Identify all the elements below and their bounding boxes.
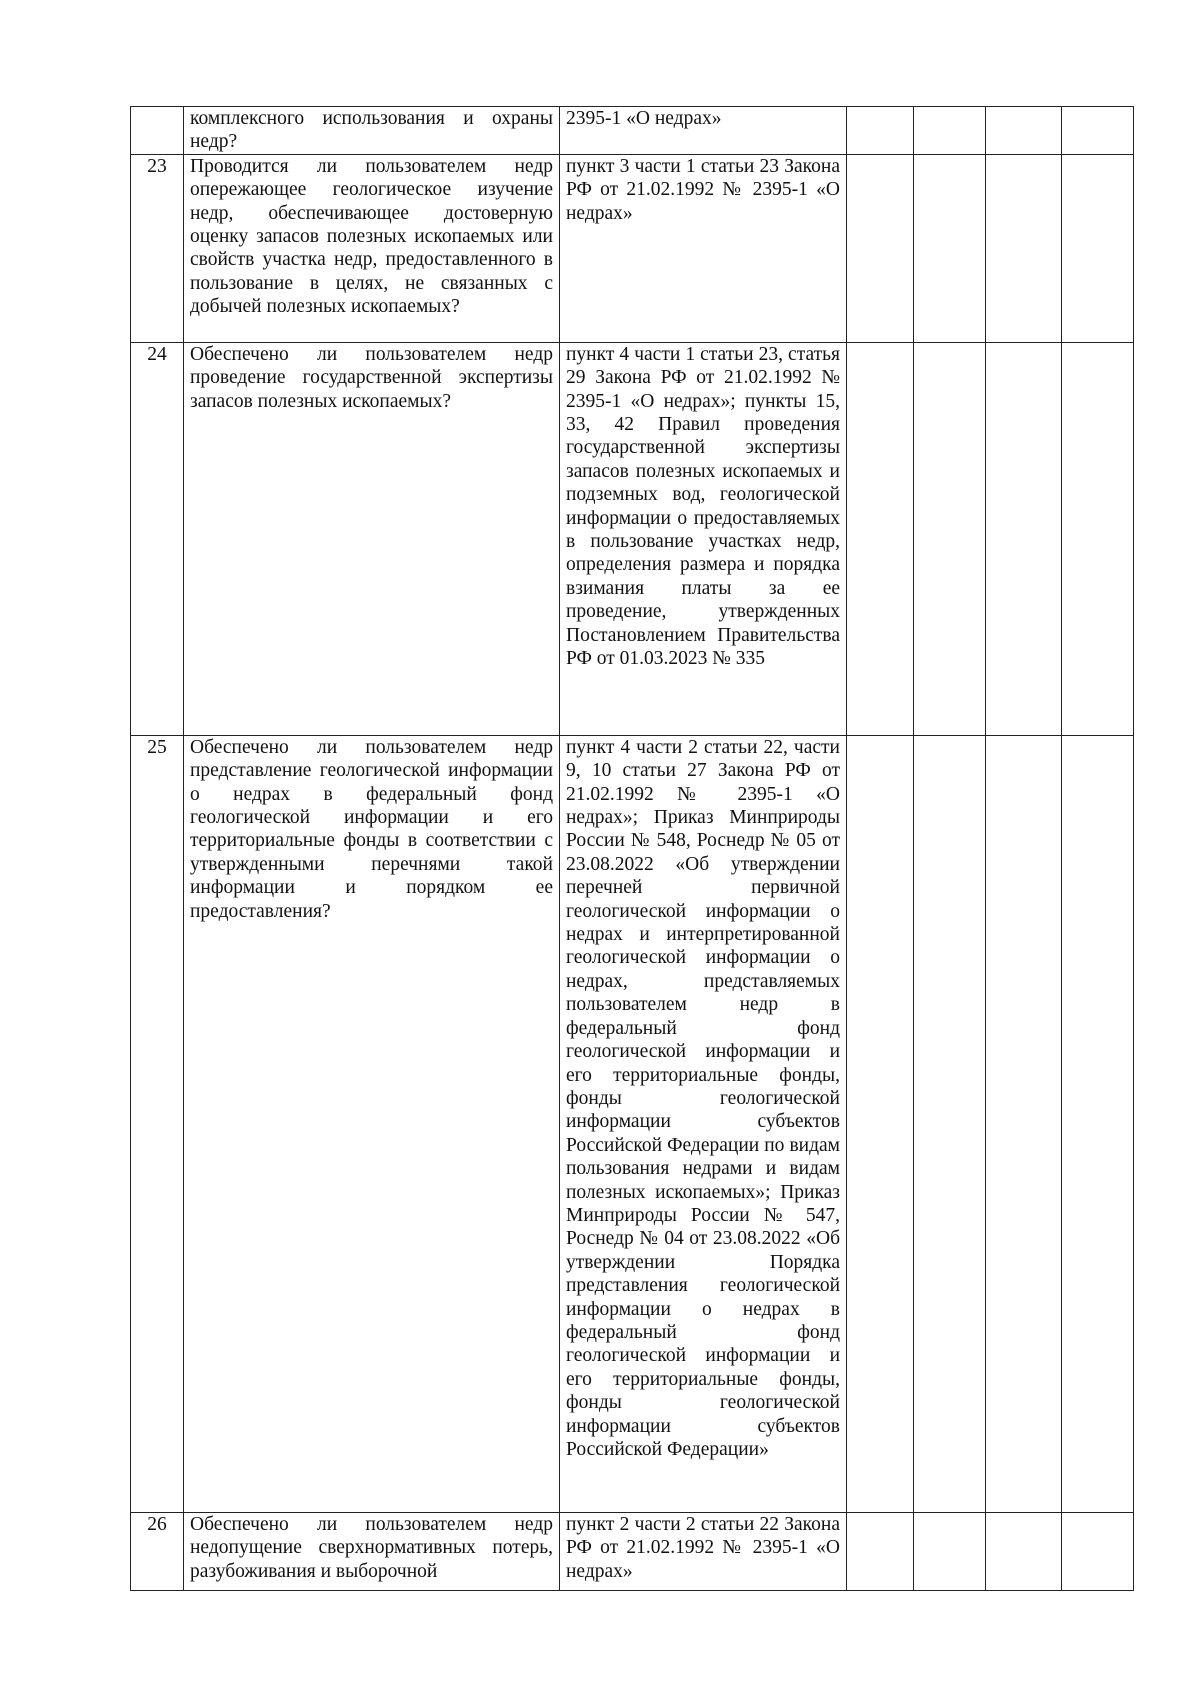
table-row	[131, 1512, 1134, 1590]
row-number: 26	[131, 1512, 184, 1590]
answer-cell-na	[986, 735, 1062, 1512]
row-number	[131, 107, 184, 155]
answer-cell-no	[914, 342, 986, 735]
answer-cell-no	[914, 735, 986, 1512]
notes-cell	[1062, 107, 1134, 155]
answer-cell-yes	[847, 107, 914, 155]
answer-cell-na	[986, 107, 1062, 155]
answer-cell-no	[914, 154, 986, 342]
row-legal-reference: пункт 4 части 1 статьи 23, статья 29 Закона РФ от 21.02.1992 № 2395-1 «О недрах»; пункты 15, 33, 42 Правил проведения государственной экспертизы запасов полезных ископаемых и подземных вод, геологической информации о предоставляемых в пользование участках недр, определения размера и порядка взимания платы за ее проведение, утвержденных Постановлением Правительства РФ от 01.03.2023 № 335	[560, 342, 847, 735]
row-number: 24	[131, 342, 184, 735]
notes-cell	[1062, 1512, 1134, 1590]
notes-cell	[1062, 154, 1134, 342]
notes-cell	[1062, 342, 1134, 735]
row-legal-reference: пункт 4 части 2 статьи 22, части 9, 10 статьи 27 Закона РФ от 21.02.1992 № 2395-1 «О недрах»; Приказ Минприроды России № 548, Роснедр № 05 от 23.08.2022 «Об утверждении перечней первичной геологической информации о недрах и интерпретированной геологической информации о недрах, представляемых пользователем недр в федеральный фонд геологической информации и его территориальные фонды, фонды геологической информации субъектов Российской Федерации по видам пользования недрами и видам полезных ископаемых»; Приказ Минприроды России № 547, Роснедр № 04 от 23.08.2022 «Об утверждении Порядка представления геологической информации о недрах в федеральный фонд геологической информации и его территориальные фонды, фонды геологической информации субъектов Российской Федерации»	[560, 735, 847, 1512]
answer-cell-na	[986, 342, 1062, 735]
row-question: Обеспечено ли пользователем недр недопущение сверхнормативных потерь, разубоживания и выборочной	[184, 1512, 560, 1590]
table-row	[131, 735, 1134, 1512]
row-legal-reference: пункт 3 части 1 статьи 23 Закона РФ от 21.02.1992 № 2395-1 «О недрах»	[560, 154, 847, 342]
answer-cell-na	[986, 1512, 1062, 1590]
notes-cell	[1062, 735, 1134, 1512]
answer-cell-na	[986, 154, 1062, 342]
answer-cell-yes	[847, 1512, 914, 1590]
row-number: 23	[131, 154, 184, 342]
row-number: 25	[131, 735, 184, 1512]
table-row	[131, 342, 1134, 735]
row-legal-reference: пункт 2 части 2 статьи 22 Закона РФ от 21.02.1992 № 2395-1 «О недрах»	[560, 1512, 847, 1590]
answer-cell-yes	[847, 342, 914, 735]
row-question: Проводится ли пользователем недр опережающее геологическое изучение недр, обеспечивающее достоверную оценку запасов полезных ископаемых или свойств участка недр, предоставленного в пользование в целях, не связанных с добычей полезных ископаемых?	[184, 154, 560, 342]
answer-cell-no	[914, 107, 986, 155]
table-row	[131, 154, 1134, 342]
answer-cell-no	[914, 1512, 986, 1590]
row-question: комплексного использования и охраны недр?	[184, 107, 560, 155]
row-question: Обеспечено ли пользователем недр проведение государственной экспертизы запасов полезных ископаемых?	[184, 342, 560, 735]
answer-cell-yes	[847, 735, 914, 1512]
row-question: Обеспечено ли пользователем недр представление геологической информации о недрах в федеральный фонд геологической информации и его территориальные фонды в соответствии с утвержденными перечнями такой информации и порядком ее предоставления?	[184, 735, 560, 1512]
row-legal-reference: 2395-1 «О недрах»	[560, 107, 847, 155]
answer-cell-yes	[847, 154, 914, 342]
checklist-table	[130, 106, 1134, 1591]
table-row	[131, 107, 1134, 155]
